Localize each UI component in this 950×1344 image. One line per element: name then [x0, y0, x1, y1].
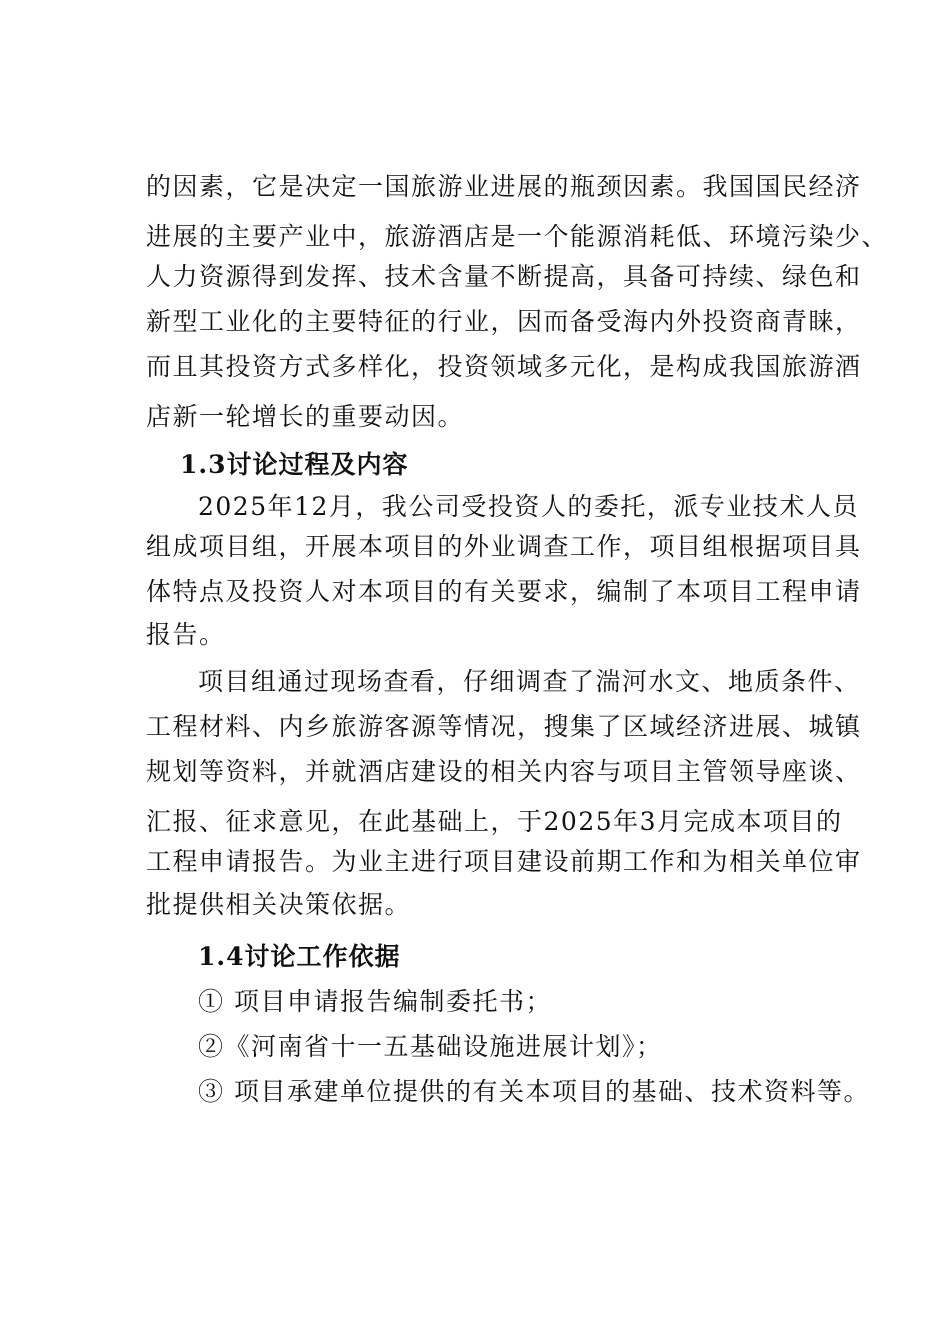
paragraph-line: 报告。	[146, 620, 226, 649]
paragraph-line: 项目组通过现场查看，仔细调查了湍河水文、地质条件、	[198, 667, 861, 696]
paragraph-line: 店新一轮增长的重要动因。	[146, 402, 465, 431]
paragraph-line: 组成项目组，开展本项目的外业调查工作，项目组根据项目具	[146, 532, 862, 561]
section-heading-1-4: 1.4讨论工作依据	[198, 942, 401, 971]
list-item: ③ 项目承建单位提供的有关本项目的基础、技术资料等。	[198, 1077, 870, 1106]
paragraph-line: 工程申请报告。为业主进行项目建设前期工作和为相关单位审	[146, 847, 862, 876]
list-item: ① 项目申请报告编制委托书；	[198, 987, 552, 1016]
paragraph-line: 人力资源得到发挥、技术含量不断提高，具备可持续、绿色和	[146, 262, 862, 291]
list-item: ②《河南省十一五基础设施进展计划》；	[198, 1032, 663, 1061]
paragraph-line: 2025年12月，我公司受投资人的委托，派专业技术人员	[198, 492, 859, 521]
paragraph-line: 体特点及投资人对本项目的有关要求，编制了本项目工程申请	[146, 577, 862, 606]
paragraph-line: 批提供相关决策依据。	[146, 890, 412, 919]
paragraph-line: 而且其投资方式多样化，投资领域多元化，是构成我国旅游酒	[146, 352, 862, 381]
paragraph-line: 工程材料、内乡旅游客源等情况，搜集了区域经济进展、城镇	[146, 712, 862, 741]
paragraph-line: 新型工业化的主要特征的行业，因而备受海内外投资商青睐，	[146, 307, 862, 336]
paragraph-line: 进展的主要产业中，旅游酒店是一个能源消耗低、环境污染少、	[146, 222, 889, 251]
paragraph-line: 汇报、征求意见，在此基础上，于2025年3月完成本项目的	[146, 807, 843, 836]
section-heading-1-3: 1.3讨论过程及内容	[180, 450, 409, 479]
paragraph-line: 的因素，它是决定一国旅游业进展的瓶颈因素。我国国民经济	[146, 172, 862, 201]
paragraph-line: 规划等资料，并就酒店建设的相关内容与项目主管领导座谈、	[146, 757, 862, 786]
